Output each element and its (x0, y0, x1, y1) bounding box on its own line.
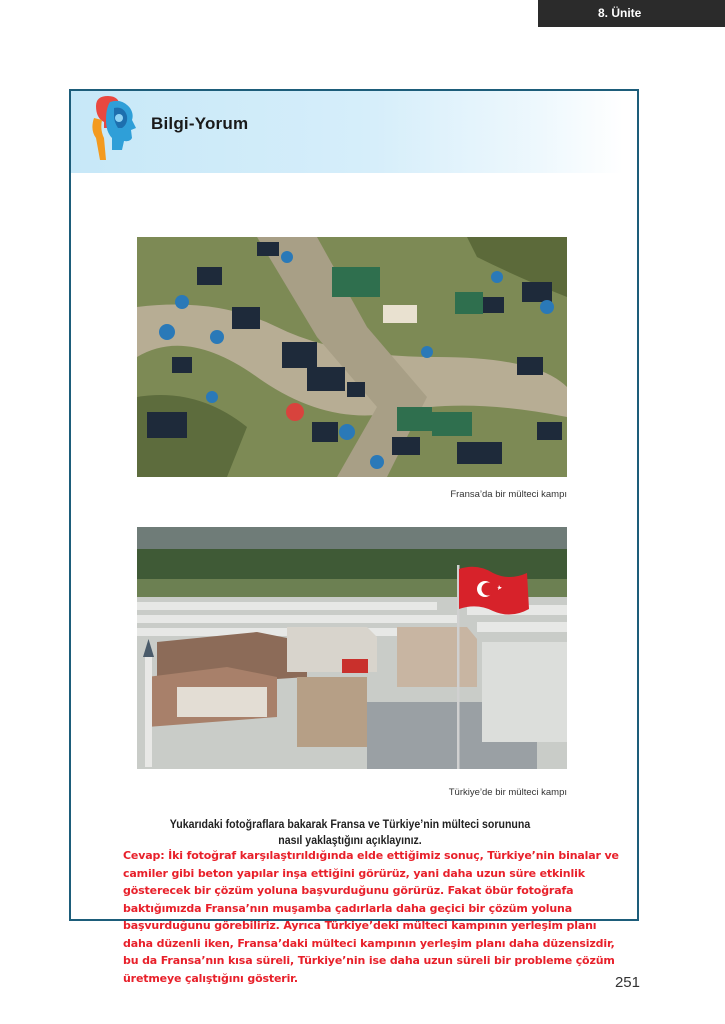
france-camp-photo (137, 237, 567, 477)
figure-caption: Türkiye’de bir mülteci kampı (448, 787, 567, 798)
answer-text: Cevap: İki fotoğraf karşılaştırıldığında elde ettiğimiz sonuç, Türkiye’nin binalar ve camiler gibi beton yapılar inşa ettiğini görürüz, yani daha uzun süre etkinlik gösterecek bir çözüm yoluna başvurduğunu görürüz. Fakat öbür fotoğrafa baktığımızda Fransa’nın muşamba çadırlarla daha geçici bir çözüm yoluna başvurduğunu görebiliriz. Ayrıca Türkiye’deki mülteci kampının yerleşim planı daha düzenli iken, Fransa’daki mülteci kampının yerleşim planı daha düzensizdir, bu da Fransa’nın kısa süreli, Türkiye’nin ise daha uzun süreli bir probleme çözüm üretmeye çalıştığını gösterir. (123, 849, 619, 985)
unit-tab: 8. Ünite (538, 0, 725, 27)
question-text: Yukarıdaki fotoğraflara bakarak Fransa ve Türkiye’nin mülteci sorununa nasıl yaklaştığını açıklayınız. (169, 819, 531, 847)
turkey-camp-photo (137, 527, 567, 769)
figure-caption: Fransa’da bir mülteci kampı (450, 489, 567, 500)
head-profile-icon (86, 94, 138, 162)
page-number: 251 (614, 974, 640, 991)
section-title: Bilgi-Yorum (151, 114, 249, 133)
